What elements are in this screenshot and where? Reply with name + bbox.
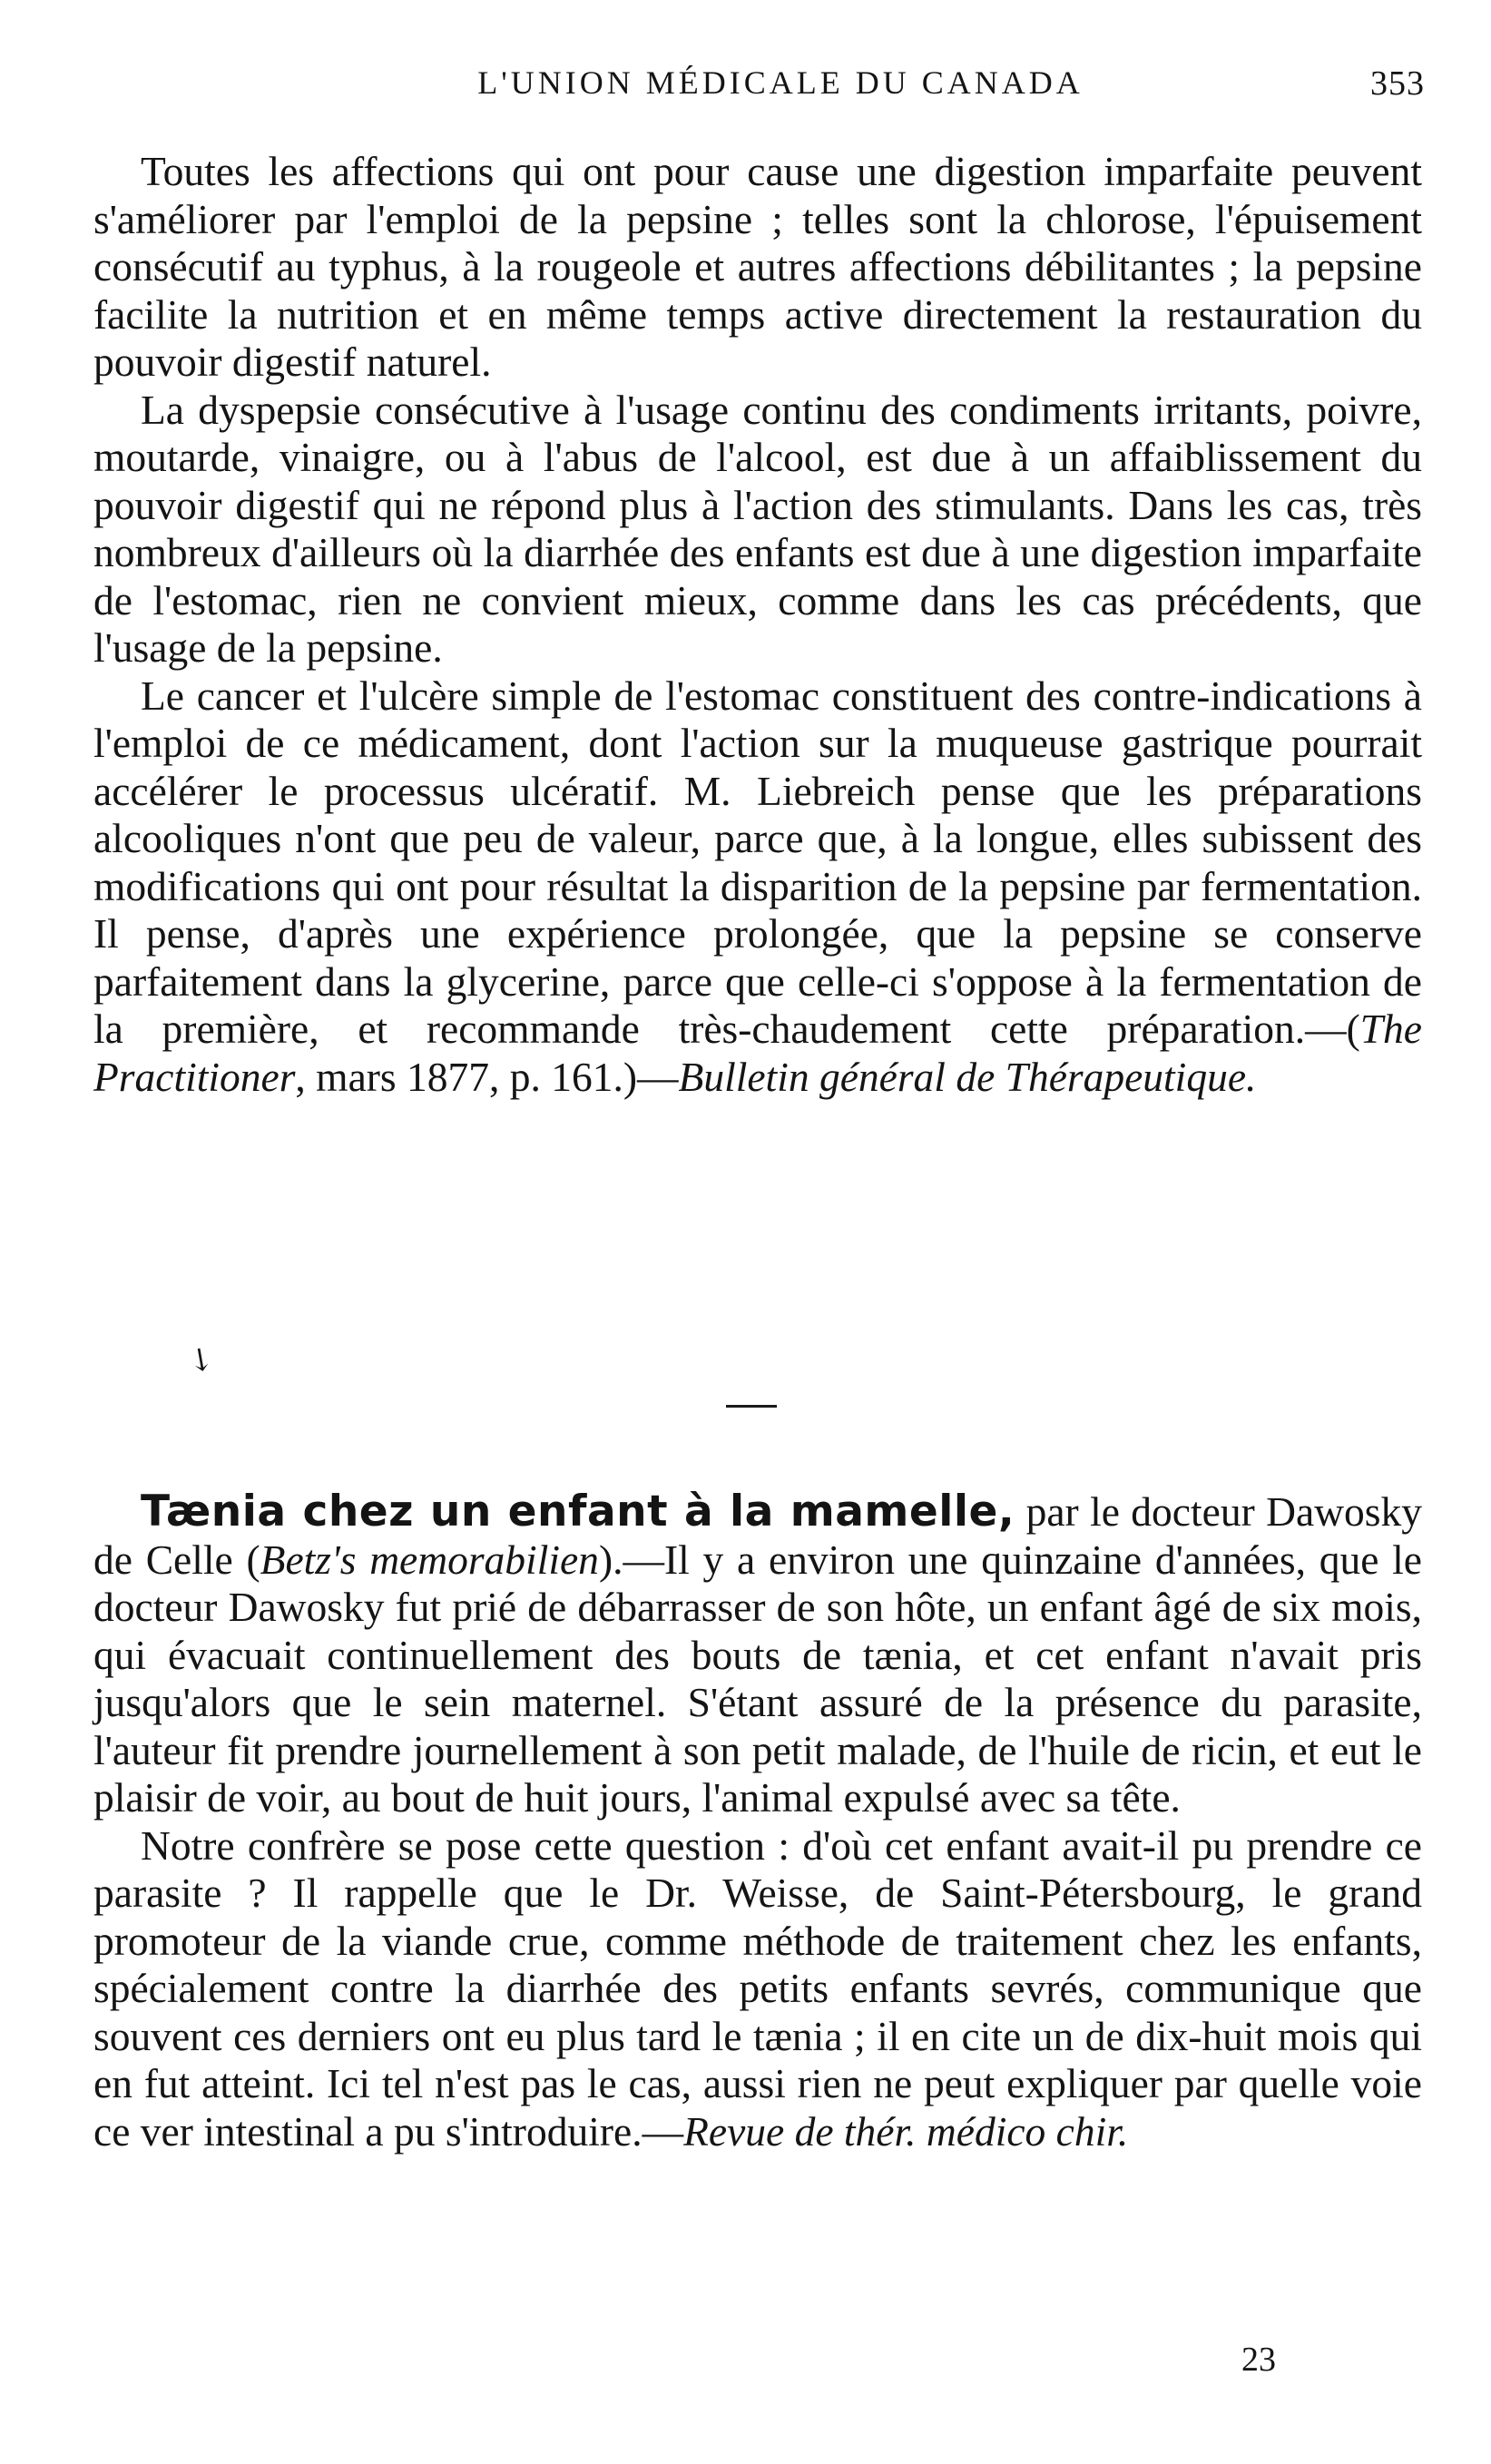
printer-mark: ↘: [180, 1339, 221, 1381]
journal-title: L'UNION MÉDICALE DU CANADA: [477, 64, 1084, 101]
paragraph: [93, 1488, 1422, 1822]
running-header: [91, 64, 1425, 107]
paragraph: La dyspepsie consécutive à l'usage continu des condiments irritants, poivre, moutarde, vinaigre, ou à l'abus de l'alcool, est due à un affaiblissement du pouvoir digestif qui ne répond plus à l'action des stimulants. Dans les cas, très nombreux d'ailleurs où la diarrhée des enfants est due à une digestion imparfaite de l'estomac, rien ne convient mieux, comme dans les cas précédents, que l'usage de la pepsine.: [93, 386, 1422, 671]
citation-source: Betz's memorabilien: [260, 1536, 599, 1583]
citation-source: The Practitioner: [93, 1006, 1422, 1100]
paragraph: Toutes les affections qui ont pour cause une digestion imparfaite peuvent s'améliorer par l'emploi de la pepsine ; telles sont la chlorose, l'épuisement consécutif au typhus, à la rougeole et autres affections débilitantes ; la pepsine facilite la nutrition et en même temps active directement la restauration du pouvoir digestif naturel.: [93, 148, 1422, 385]
citation-detail: , mars 1877, p. 161.)—: [295, 1053, 679, 1100]
paragraph-text: Notre confrère se pose cette question : d'où cet enfant avait-il pu prendre ce parasite ? Il rappelle que le Dr. Weisse, de Saint-Pétersbourg, le grand promoteur de la viande crue, comme méthode de traitement chez les enfants, spécialement contre la diarrhée des petits enfants sevrés, communique que souvent ces derniers ont eu plus tard le tænia ; il en cite un de dix-huit mois qui en fut atteint. Ici tel n'est pas le cas, aussi rien ne peut expliquer par quelle voie ce ver intestinal a pu s'introduire.—: [93, 1821, 1422, 2155]
paragraph-with-citation: [93, 672, 1422, 1102]
section-divider: [726, 1405, 777, 1408]
byline: par le docteur Dawosky de Celle (: [93, 1488, 1422, 1583]
paragraph-text: Le cancer et l'ulcère simple de l'estomac constituent des contre-indications à l'emploi de ce médicament, dont l'action sur la muqueuse gastrique pourrait accélérer le processus ulcératif. M. Liebreich pense que les préparations alcooliques n'ont que peu de valeur, parce que, à la longue, elles subissent des modifications qui ont pour résultat la disparition de la pepsine par fermentation. Il pense, d'après une expérience prolongée, que la pepsine se conserve parfaitement dans la glycerine, parce que celle-ci s'oppose à la fermentation de la première, et recommande très-chaudement cette préparation.—(: [93, 672, 1422, 1052]
article-title: Tænia chez un enfant à la mamelle,: [141, 1487, 1015, 1536]
signature-number: 23: [1241, 2341, 1276, 2379]
article-pepsine: [93, 148, 1422, 1101]
citation-source: Revue de thér. médico chir.: [683, 2107, 1129, 2155]
page-number: 353: [1370, 64, 1425, 103]
article-taenia: [93, 1488, 1422, 2155]
paragraph-with-citation: [93, 1822, 1422, 2156]
citation-source: Bulletin général de Thérapeutique.: [678, 1053, 1257, 1100]
paragraph-text: ).—Il y a environ une quinzaine d'années, que le docteur Dawosky fut prié de débarrasser de son hôte, un enfant âgé de six mois, qui évacuait continuellement des bouts de tænia, et cet enfant n'avait pris jusqu'alors que le sein maternel. S'étant assuré de la présence du parasite, l'auteur fit prendre journellement à son petit malade, de l'huile de ricin, et eut le plaisir de voir, au bout de huit jours, l'animal expulsé avec sa tête.: [93, 1536, 1423, 1821]
